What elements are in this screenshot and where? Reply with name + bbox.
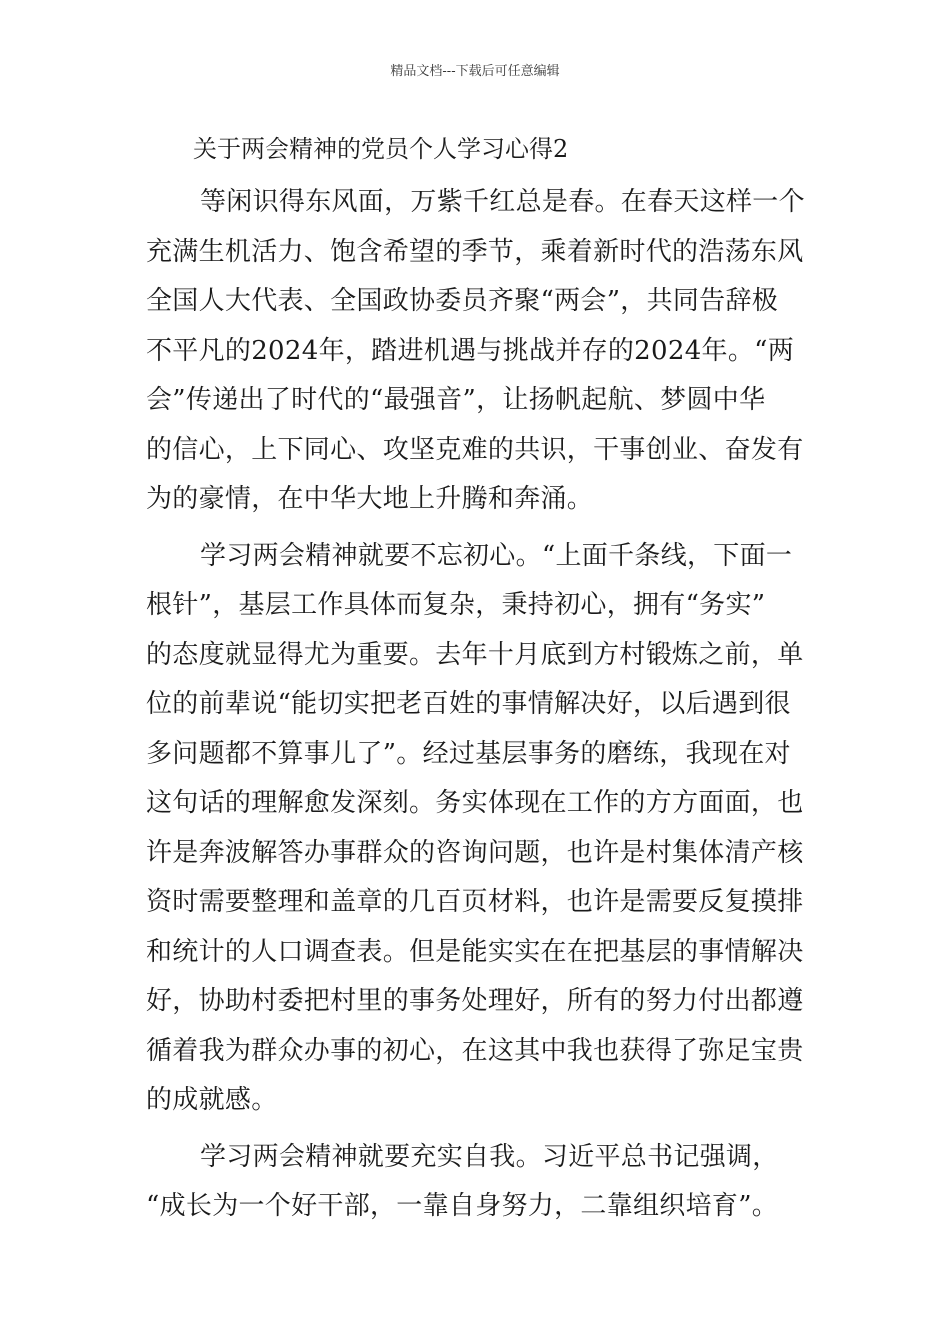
paragraph-line: 根针”，基层工作具体而复杂，秉持初心，拥有“务实” <box>146 590 766 620</box>
paragraph-line: 和统计的人口调查表。但是能实实在在把基层的事情解决 <box>146 936 804 967</box>
document-title: 关于两会精神的党员个人学习心得2 <box>193 135 569 163</box>
paragraph-line: “成长为一个好干部，一靠自身努力，二靠组织培育”。 <box>146 1191 779 1221</box>
paragraph-line: 会”传递出了时代的“最强音”，让扬帆起航、梦圆中华 <box>146 385 766 415</box>
paragraph-line: 好，协助村委把村里的事务处理好，所有的努力付出都遵 <box>146 986 804 1016</box>
paragraph-line: 的态度就显得尤为重要。去年十月底到方村锻炼之前，单 <box>146 639 804 670</box>
paragraph-3 <box>146 1133 810 1232</box>
paragraph-line: 为的豪情，在中华大地上升腾和奔涌。 <box>146 484 594 514</box>
paragraph-line: 学习两会精神就要充实自我。习近平总书记强调， <box>200 1141 779 1172</box>
paragraph-line: 等闲识得东风面，万紫千红总是春。在春天这样一个 <box>200 187 805 217</box>
paragraph-line: 不平凡的2024年，踏进机遇与挑战并存的2024年。“两 <box>146 335 795 366</box>
paragraph-1 <box>146 178 810 525</box>
paragraph-line: 多问题都不算事儿了”。经过基层事务的磨练，我现在对 <box>146 738 791 769</box>
paragraph-2 <box>146 532 810 1126</box>
paragraph-line: 许是奔波解答办事群众的咨询问题，也许是村集体清产核 <box>146 837 804 868</box>
paragraph-line: 资时需要整理和盖章的几百页材料，也许是需要反复摸排 <box>146 887 804 917</box>
page-header: 精品文档---下载后可任意编辑 <box>390 64 560 79</box>
paragraph-line: 循着我为群众办事的初心，在这其中我也获得了弥足宝贵 <box>146 1035 804 1066</box>
paragraph-line: 位的前辈说“能切实把老百姓的事情解决好，以后遇到很 <box>146 689 791 719</box>
paragraph-line: 学习两会精神就要不忘初心。“上面千条线，下面一 <box>200 540 793 571</box>
paragraph-line: 这句话的理解愈发深刻。务实体现在工作的方方面面，也 <box>146 788 804 818</box>
paragraph-line: 全国人大代表、全国政协委员齐聚“两会”，共同告辞极 <box>146 286 779 316</box>
paragraph-line: 的信心，上下同心、攻坚克难的共识，干事创业、奋发有 <box>146 434 804 465</box>
document-body <box>146 178 810 1232</box>
paragraph-line: 充满生机活力、饱含希望的季节，乘着新时代的浩荡东风 <box>146 236 804 267</box>
paragraph-line: 的成就感。 <box>146 1085 278 1115</box>
